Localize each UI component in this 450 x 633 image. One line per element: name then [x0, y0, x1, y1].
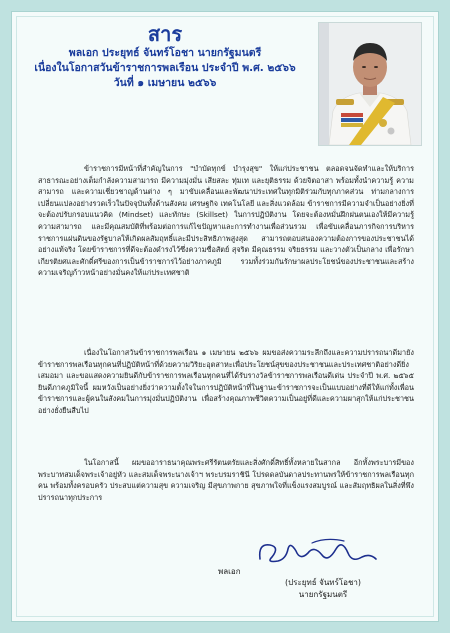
header-line-occasion: เนื่องในโอกาสวันข้าราชการพลเรือน ประจำปี พ.ศ. ๒๕๖๖ [34, 62, 296, 74]
paragraph-3: ในโอกาสนี้ ผมขออาราธนาคุณพระศรีรัตนตรัยและสิ่งศักดิ์สิทธิ์ทั้งหลายในสากล อีกทั้งพระบารมีของพระบาทสมเด็จพระเจ้าอยู่หัว และสมเด็จพระนางเจ้าฯ พระบรมราชินี โปรดดลบันดาลประทานพรให้ข้าราชการพลเรือนทุกคน พร้อมทั้งครอบครัว ประสบแต่ความสุข ความเจริญ มีสุขภาพกาย สุขภาพใจที่แข็งแรงสมบูรณ์ และสัมฤทธิผลในสิ่งที่พึงปรารถนาทุกประการ [38, 458, 414, 502]
message-title: สาร [147, 22, 183, 46]
paragraph-1: ข้าราชการมีหน้าที่สำคัญในการ "บำบัดทุกข์ บำรุงสุข" ให้แก่ประชาชน ตลอดจนจัดทำและให้บริการสาธารณะอย่างเต็มกำลังความสามารถ มีความมุ่งมั่น เสียสละ ทุ่มเท และยุติธรรม ด้วยจิตอาสา พร้อมทั้งนำความรู้ ความสามารถ และความเชี่ยวชาญด้านต่าง ๆ มาขับเคลื่อนและพัฒนาประเทศในทุกมิติร่วมกับทุกภาคส่วน ท่ามกลางการเปลี่ยนแปลงอย่างรวดเร็วในปัจจุบันทั้งด้านสังคม เศรษฐกิจ เทคโนโลยี และสิ่งแวดล้อม ข้าราชการมีความจำเป็นอย่างยิ่งที่จะต้องปรับกรอบแนวคิด (Mindset) และทักษะ (Skillset) ในการปฏิบัติงาน โดยจะต้องหมั่นฝึกฝนตนเองให้มีความรู้ ความสามารถ และมีคุณสมบัติที่พร้อมต่อการแก้ไขปัญหาและการทำงานเพื่อส่วนรวม เพื่อขับเคลื่อนภารกิจการบริหารราชการแผ่นดินของรัฐบาลให้เกิดผลสัมฤทธิ์และมีประสิทธิภาพสูงสุด สามารถตอบสนองความต้องการของประชาชนได้อย่างแท้จริง โดยข้าราชการที่ดีจะต้องดำรงไว้ซึ่งความซื่อสัตย์ สุจริต มีคุณธรรม จริยธรรม และวางตัวเป็นกลาง เพื่อรักษาเกียรติยศและศักดิ์ศรีของการเป็นข้าราชการไว้อย่างภาคภูมิ รวมทั้งร่วมกันรักษาผลประโยชน์ของประชาชนและสร้างความเจริญก้าวหน้าอย่างมั่นคงให้แก่ประเทศชาติ [38, 164, 414, 278]
signature-position: นายกรัฐมนตรี [298, 590, 348, 599]
signature-name: (ประยุทธ์ จันทร์โอชา) [284, 578, 362, 587]
header-line-date: วันที่ ๑ เมษายน ๒๕๖๖ [113, 77, 217, 89]
paragraph-2: เนื่องในโอกาสวันข้าราชการพลเรือน ๑ เมษายน ๒๕๖๖ ผมขอส่งความระลึกถึงและความปรารถนาดีมายังข้าราชการพลเรือนทุกคนที่ปฏิบัติหน้าที่ด้วยความวิริยะอุตสาหะเพื่อประโยชน์สุขของประชาชนและประเทศชาติอย่างดียิ่งเสมอมา และขอแสดงความยินดีกับข้าราชการพลเรือนทุกคนที่ได้รับรางวัลข้าราชการพลเรือนดีเด่น ประจำปี พ.ศ. ๒๕๖๕ ยินดีภาคภูมิใจนี้ ผมหวังเป็นอย่างยิ่งว่าความตั้งใจในการปฏิบัติหน้าที่ในฐานะข้าราชการจะเป็นแบบอย่างที่ดีให้แก่ทั้งเพื่อนข้าราชการและผู้คนในสังคมในการมุ่งมั่นปฏิบัติงาน เพื่อสร้างคุณภาพชีวิตความเป็นอยู่ที่ดีและความผาสุกให้แก่ประชาชนอย่างยั่งยืนสืบไป [38, 348, 414, 415]
prime-minister-portrait [318, 22, 422, 146]
signature-rank: พลเอก [218, 567, 241, 576]
header-line-author: พลเอก ประยุทธ์ จันทร์โอชา นายกรัฐมนตรี [68, 47, 262, 59]
message-header [30, 22, 300, 91]
handwritten-signature [252, 535, 382, 569]
signature-name-block [268, 577, 378, 601]
signature-block [0, 535, 450, 625]
